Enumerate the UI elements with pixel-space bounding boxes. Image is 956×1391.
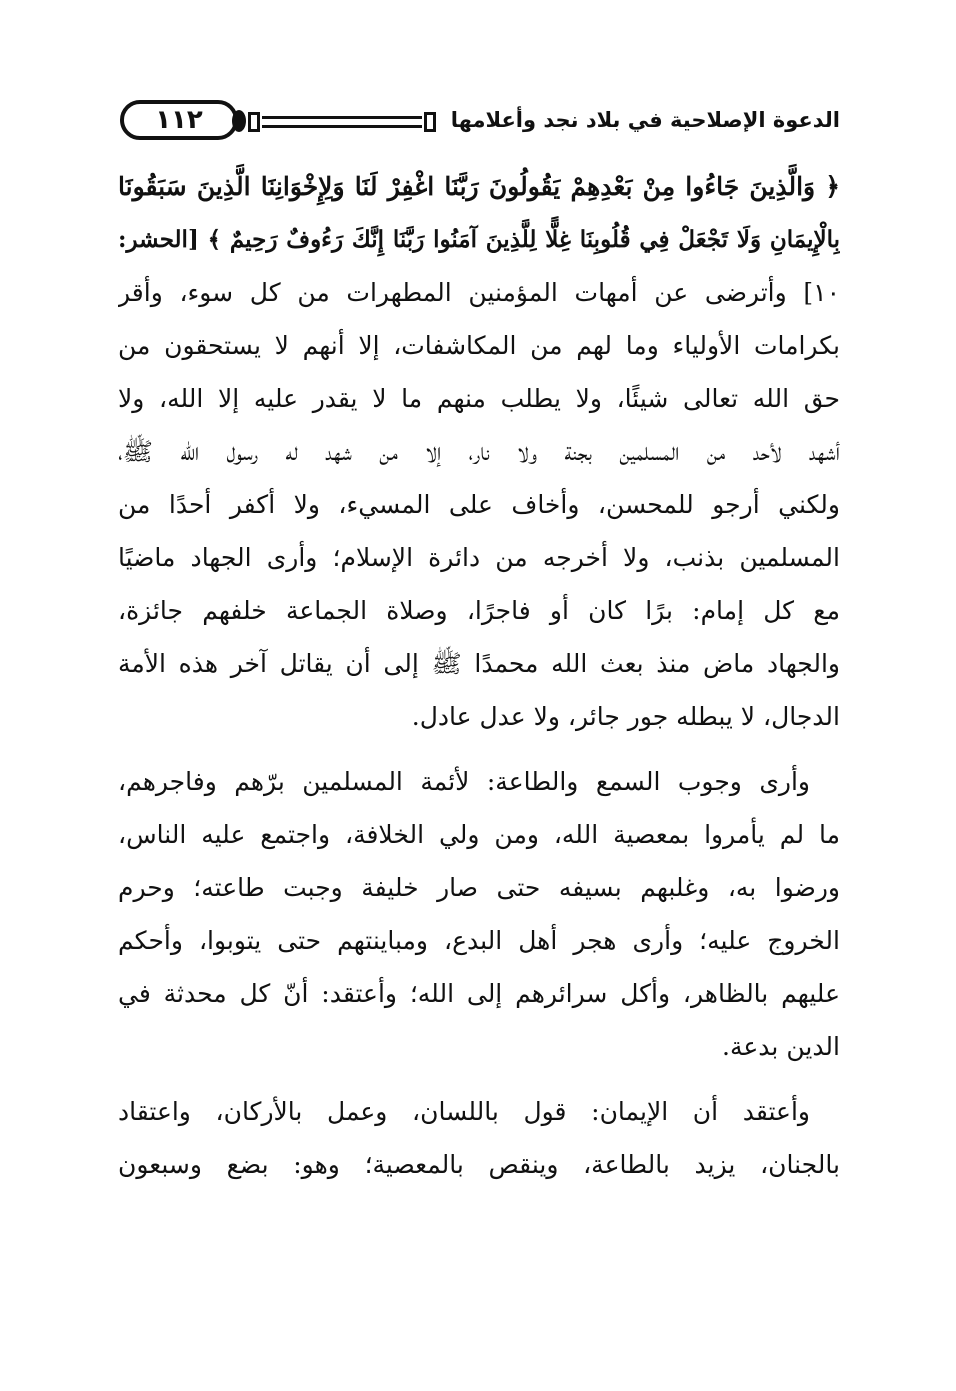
text-line: أشهد لأحد من المسلمين بجنة ولا نار، إلا من شهد له رسول الله ﷺ، bbox=[118, 437, 840, 466]
paragraph-gap bbox=[118, 1073, 840, 1085]
text-line: والجهاد ماض منذ بعث الله محمدًا ﷺ إلى أن يقاتل آخر هذه الأمة bbox=[118, 649, 840, 678]
text-line: الدين بدعة. bbox=[722, 1032, 840, 1061]
text-line: ولكني أرجو للمحسن، وأخاف على المسيء، ولا أكفر أحدًا من bbox=[118, 490, 840, 519]
text-line: ما لم يأمروا بمعصية الله، ومن ولي الخلافة، واجتمع عليه الناس، bbox=[118, 820, 840, 849]
quran-verse-line: ﴿ وَالَّذِينَ جَاءُوا مِنْ بَعْدِهِمْ يَقُولُونَ رَبَّنَا اغْفِرْ لَنَا وَلِإِخْوَانِنَا الَّذِينَ سَبَقُونَا bbox=[118, 172, 840, 201]
page-number: ١١٢ bbox=[120, 100, 238, 140]
body-text bbox=[118, 160, 840, 1191]
paragraph-gap bbox=[118, 743, 840, 755]
text-line: الدجال، لا يبطله جور جائر، ولا عدل عادل. bbox=[411, 702, 840, 731]
running-title: الدعوة الإصلاحية في بلاد نجد وأعلامها bbox=[450, 108, 840, 132]
quran-verse-line: بِالْإِيمَانِ وَلَا تَجْعَلْ فِي قُلُوبِنَا غِلًّا لِلَّذِينَ آمَنُوا رَبَّنَا إِنَّكَ رَءُوفٌ رَحِيمٌ ﴾ [الحشر: bbox=[118, 226, 840, 253]
text-line: ورضوا به، وغلبهم بسيفه حتى صار خليفة وجبت طاعته؛ وحرم bbox=[118, 873, 840, 902]
paragraph bbox=[118, 1085, 840, 1191]
text-line: حق الله تعالى شيئًا، ولا يطلب منهم ما لا يقدر عليه إلا الله، ولا bbox=[118, 384, 840, 413]
text-line: ١٠] وأترضى عن أمهات المؤمنين المطهرات من كل سوء، وأقر bbox=[118, 278, 840, 307]
header-rule-line-bottom bbox=[262, 125, 422, 128]
header-rule-line-top bbox=[262, 116, 422, 119]
paragraph bbox=[118, 160, 840, 743]
paragraph bbox=[118, 755, 840, 1073]
text-line: وأعتقد أن الإيمان: قول باللسان، وعمل بالأركان، واعتقاد bbox=[118, 1097, 810, 1126]
text-line: وأرى وجوب السمع والطاعة: لأئمة المسلمين برّهم وفاجرهم، bbox=[118, 767, 810, 796]
page-header bbox=[120, 96, 840, 146]
text-line: بالجنان، يزيد بالطاعة، وينقص بالمعصية؛ وهو: بضع وسبعون bbox=[118, 1150, 840, 1179]
header-rule-ornament-left bbox=[248, 112, 260, 132]
text-line: مع كل إمام: برًا كان أو فاجرًا، وصلاة الجماعة خلفهم جائزة، bbox=[118, 596, 840, 625]
text-line: بكرامات الأولياء وما لهم من المكاشفات، إلا أنهم لا يستحقون من bbox=[118, 331, 840, 360]
text-line: عليهم بالظاهر، وأكل سرائرهم إلى الله؛ وأعتقد: أنّ كل محدثة في bbox=[118, 979, 840, 1008]
text-line: المسلمين بذنب، ولا أخرجه من دائرة الإسلام؛ وأرى الجهاد ماضيًا bbox=[118, 543, 840, 572]
text-line: الخروج عليه؛ وأرى هجر أهل البدع، ومباينتهم حتى يتوبوا، وأحكم bbox=[118, 926, 840, 955]
header-rule-ornament-right bbox=[424, 112, 436, 132]
